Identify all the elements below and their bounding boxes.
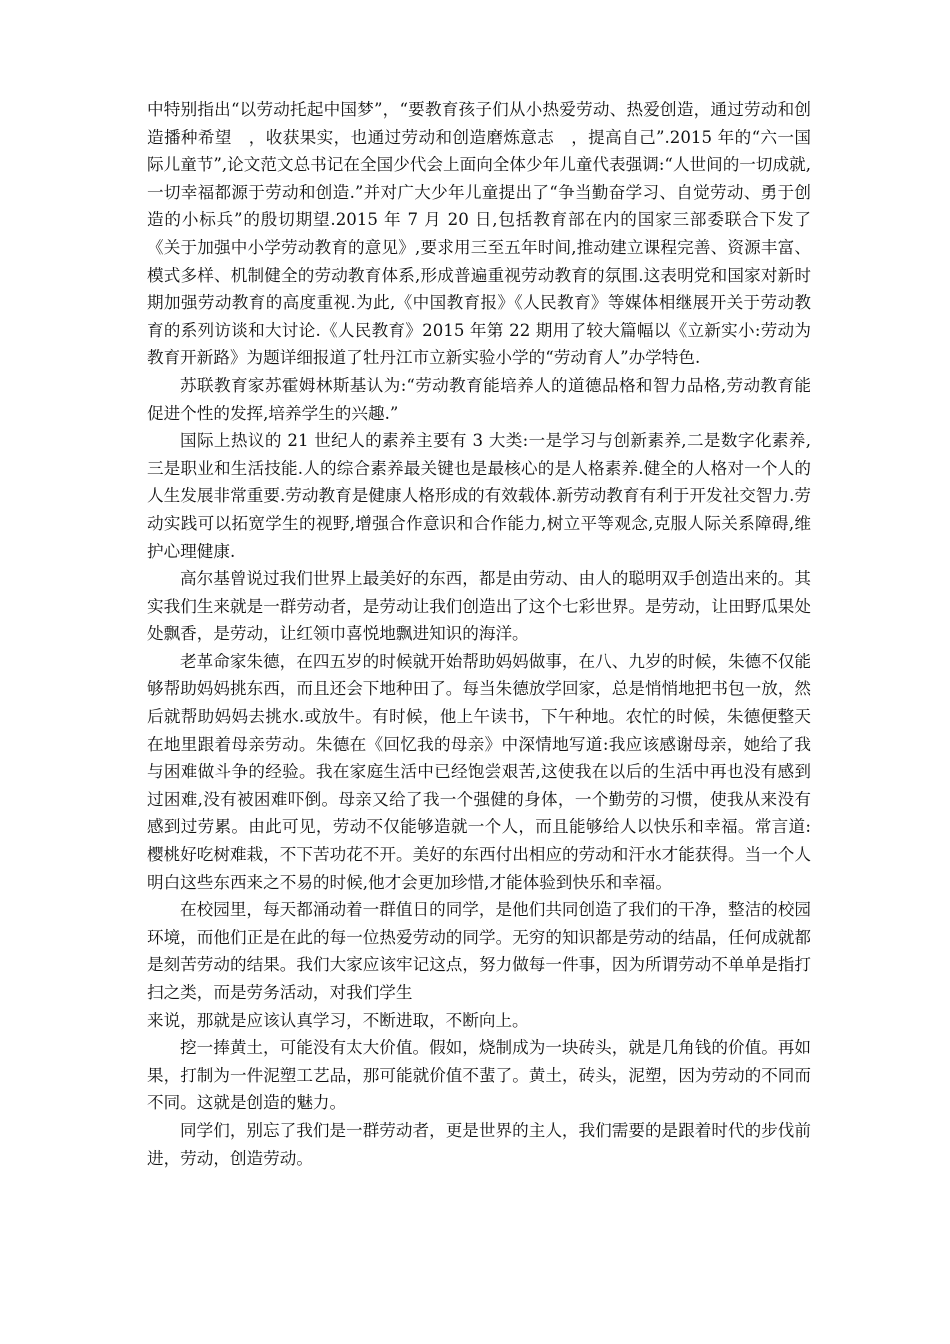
paragraph-closing: 同学们，别忘了我们是一群劳动者，更是世界的主人，我们需要的是跟着时代的步伐前进，劳动，创造劳动。 [147,1120,811,1168]
paragraph-gorky-quote: 高尔基曾说过我们世界上最美好的东西，都是由劳动、由人的聪明双手创造出来的。其实我们生来就是一群劳动者，是劳动让我们创造出了这个七彩世界。是劳动，让田野瓜果处处飘香，是劳动，让红领巾喜悦地飘进知识的海洋。 [147,569,811,644]
document-body [147,96,811,1172]
paragraph-21st-century-literacy: 国际上热议的 21 世纪人的素养主要有 3 大类:一是学习与创新素养,二是数字化素养,三是职业和生活技能.人的综合素养最关键也是最核心的是人格素养.健全的人格对一个人的人生发展非常重要.劳动教育是健康人格形成的有效载体.新劳动教育有利于开发社交智力.劳动实践可以拓宽学生的视野,增强合作意识和合作能力,树立平等观念,克服人际关系障碍,维护心理健康. [147,431,811,561]
paragraph-yellow-earth: 挖一捧黄土，可能没有太大价值。假如，烧制成为一块砖头，就是几角钱的价值。再如果，打制为一件泥塑工艺品，那可能就价值不蜚了。黄土，砖头，泥塑，因为劳动的不同而不同。这就是创造的魅力。 [147,1038,811,1113]
paragraph-sukhomlinsky-quote: 苏联教育家苏霍姆林斯基认为:“劳动教育能培养人的道德品格和智力品格,劳动教育能促进个性的发挥,培养学生的兴趣.” [147,375,811,423]
paragraph-campus-labor: 在校园里，每天都涌动着一群值日的同学，是他们共同创造了我们的干净，整洁的校园环境，而他们正是在此的每一位热爱劳动的同学。无穷的知识都是劳动的结晶，任何成就都是刻苦劳动的结果。我们大家应该牢记这点，努力做每一件事，因为所谓劳动不单单是指打扫之类，而是劳务活动，对我们学生 [147,900,811,1002]
paragraph-labor-education-policy: 中特别指出“以劳动托起中国梦”，“要教育孩子们从小热爱劳动、热爱创造，通过劳动和创造播种希望 ，收获果实，也通过劳动和创造磨炼意志 ，提高自己”.2015 年的“六一国际儿童节”,论文范文总书记在全国少代会上面向全体少年儿童代表强调:“人世间的一切成就,一切幸福都源于劳动和创造.”并对广大少年儿童提出了“争当勤奋学习、自觉劳动、勇于创造的小标兵”的殷切期望.2015 年 7 月 20 日,包括教育部在内的国家三部委联合下发了《关于加强中小学劳动教育的意见》,要求用三至五年时间,推动建立课程完善、资源丰富、模式多样、机制健全的劳动教育体系,形成普遍重视劳动教育的氛围.这表明党和国家对新时期加强劳动教育的高度重视.为此,《中国教育报》《人民教育》等媒体相继展开关于劳动教育的系列访谈和大讨论.《人民教育》2015 年第 22 期用了较大篇幅以《立新实小:劳动为教育开新路》为题详细报道了牡丹江市立新实验小学的“劳动育人”办学特色. [147,100,811,368]
paragraph-zhu-de-story: 老革命家朱德，在四五岁的时候就开始帮助妈妈做事，在八、九岁的时候，朱德不仅能够帮助妈妈挑东西，而且还会下地种田了。每当朱德放学回家，总是悄悄地把书包一放，然后就帮助妈妈去挑水.或放牛。有时候，他上午读书，下午种地。农忙的时候，朱德便整天在地里跟着母亲劳动。朱德在《回忆我的母亲》中深情地写道:我应该感谢母亲，她给了我与困难做斗争的经验。我在家庭生活中已经饱尝艰苦,这使我在以后的生活中再也没有感到过困难,没有被困难吓倒。母亲又给了我一个强健的身体，一个勤劳的习惯，使我从来没有感到过劳累。由此可见，劳动不仅能够造就一个人，而且能够给人以快乐和幸福。常言道:樱桃好吃树难栽，不下苦功花不开。美好的东西付出相应的劳动和汗水才能获得。当一个人明白这些东西来之不易的时候,他才会更加珍惜,才能体验到快乐和幸福。 [147,651,811,892]
paragraph-campus-labor-continued: 来说，那就是应该认真学习，不断进取，不断向上。 [147,1010,529,1030]
